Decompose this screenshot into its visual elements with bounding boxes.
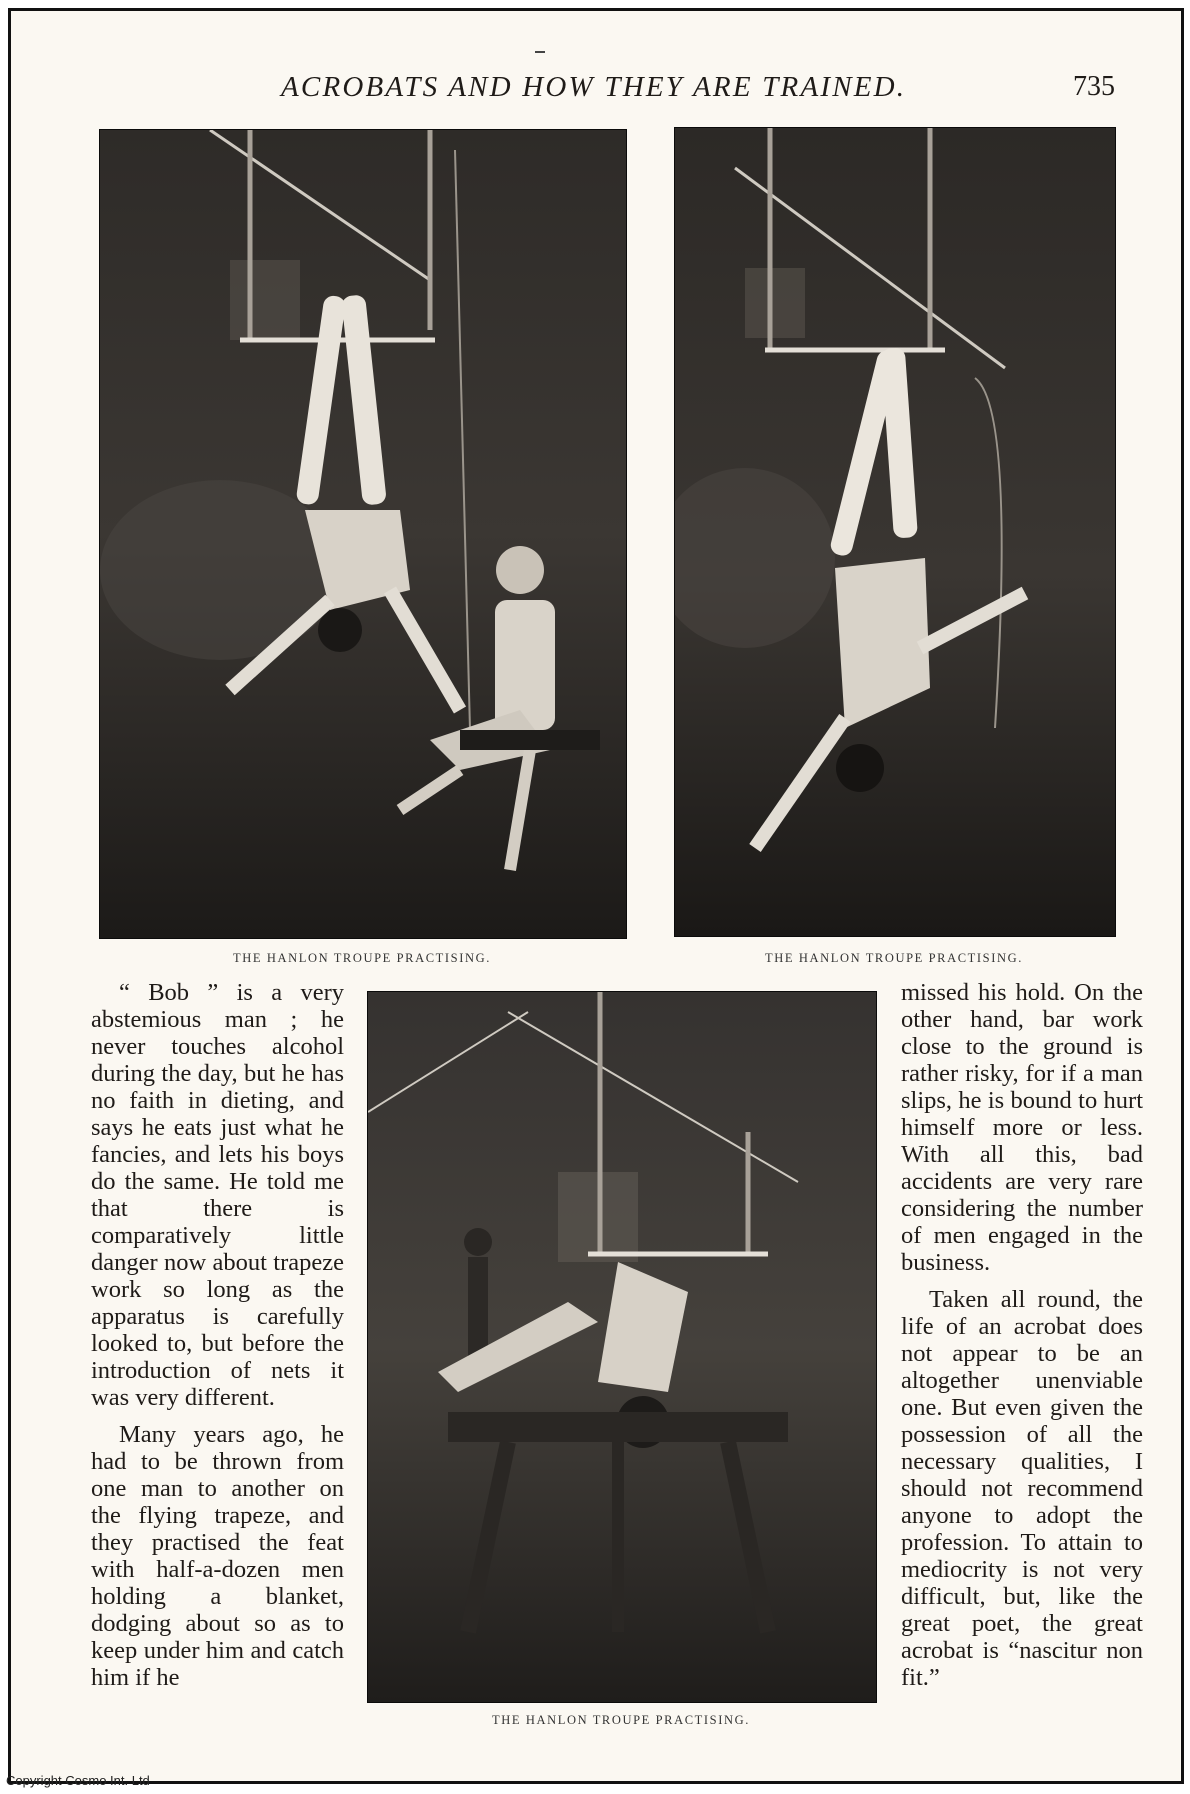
- photo-plate-3: [367, 991, 877, 1703]
- right-paragraph-2: Taken all round, the life of an acrobat does not appear to be an altogether unenviable one. But even given the possession of all the necessary qualities, I should not recommend anyone to adopt the profession. To attain to mediocrity is not very difficult, but, like the great poet, the great acrobat is “nascitur non fit.”: [901, 1286, 1143, 1691]
- running-title: ACROBATS AND HOW THEY ARE TRAINED.: [281, 71, 907, 103]
- trapeze-photo-2: [675, 128, 1115, 936]
- left-text-column: [91, 979, 344, 1691]
- figure-caption-3: THE HANLON TROUPE PRACTISING.: [492, 1713, 750, 1727]
- right-paragraph-1: missed his hold. On the other hand, bar work close to the ground is rather risky, for if a man slips, he is bound to hurt himself more or less. With all this, bad accidents are very rare considering the number of men engaged in the business.: [901, 979, 1143, 1276]
- copyright-notice: Copyright Cosmo Int. Ltd: [6, 1773, 150, 1788]
- printer-mark: [535, 51, 545, 53]
- page-header: [11, 71, 1181, 119]
- photo-plate-1: [99, 129, 627, 939]
- photo-plate-2: [674, 127, 1116, 937]
- left-paragraph-1: “ Bob ” is a very abstemious man ; he never touches alcohol during the day, but he has no faith in dieting, and says he eats just what he fancies, and lets his boys do the same. He told me that there is comparatively little danger now about trapeze work so long as the apparatus is carefully looked to, but before the introduction of nets it was very different.: [91, 979, 344, 1411]
- right-text-column: [901, 979, 1143, 1691]
- trapeze-photo-3: [368, 992, 876, 1702]
- page: [8, 8, 1184, 1784]
- left-paragraph-2: Many years ago, he had to be thrown from one man to another on the flying trapeze, and they practised the feat with half-a-dozen men holding a blanket, dodging about so as to keep under him and catch him if he: [91, 1421, 344, 1691]
- figure-caption-2: THE HANLON TROUPE PRACTISING.: [765, 951, 1023, 965]
- page-number: 735: [1073, 71, 1115, 102]
- figure-caption-1: THE HANLON TROUPE PRACTISING.: [233, 951, 491, 965]
- trapeze-photo-1: [100, 130, 626, 938]
